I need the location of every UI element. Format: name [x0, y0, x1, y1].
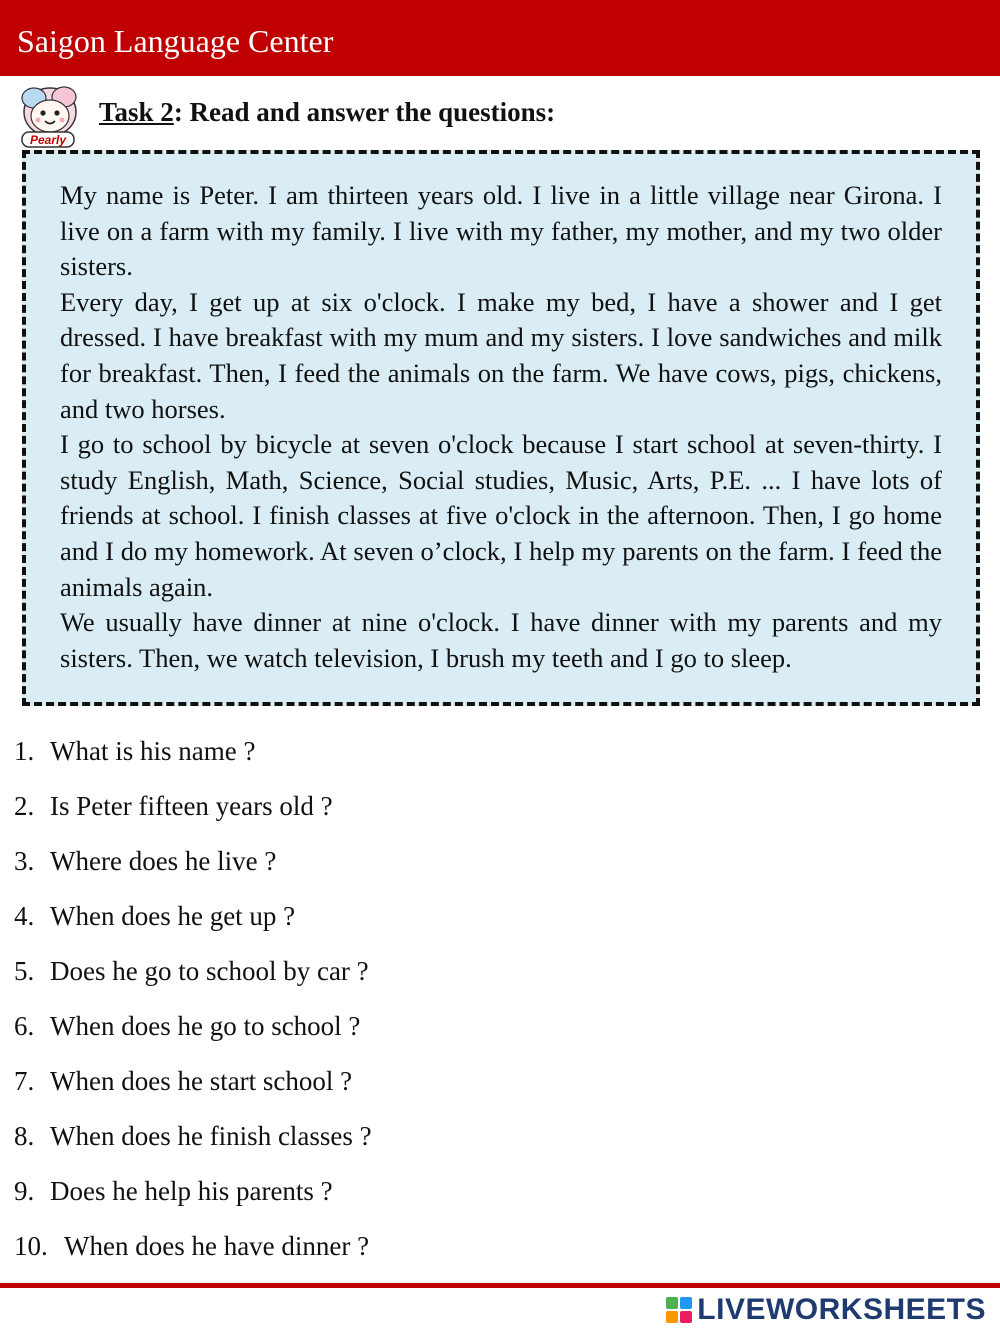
- question-item: [14, 1118, 714, 1173]
- passage-paragraph: Every day, I get up at six o'clock. I make my bed, I have a shower and I get dressed. I have breakfast with my mum and my sisters. I love sandwiches and milk for breakfast. Then, I feed the animals on the farm. We have cows, pigs, chickens, and two horses.: [60, 286, 942, 424]
- question-number: 4.: [14, 901, 35, 931]
- footer-brand[interactable]: [665, 1291, 986, 1329]
- question-number: 2.: [14, 791, 35, 821]
- question-number: 3.: [14, 846, 35, 876]
- task-label: Task 2: [99, 97, 174, 127]
- question-item: [14, 1228, 714, 1283]
- question-item: [14, 1063, 714, 1118]
- header-bar: [0, 0, 1000, 76]
- question-text: When does he finish classes ?: [50, 1121, 372, 1151]
- passage-paragraph: We usually have dinner at nine o'clock. I have dinner with my parents and my sisters. Then, we watch television, I brush my teeth and I go to sleep.: [60, 607, 942, 673]
- question-text: When does he have dinner ?: [64, 1231, 370, 1261]
- question-number: 7.: [14, 1066, 35, 1096]
- liveworksheets-logo-icon: [665, 1296, 693, 1324]
- question-text: Where does he live ?: [50, 846, 277, 876]
- question-list: [14, 733, 714, 1283]
- question-text: Does he go to school by car ?: [50, 956, 369, 986]
- question-number: 1.: [14, 736, 35, 766]
- question-item: [14, 788, 714, 843]
- footer-divider: [0, 1283, 1000, 1288]
- passage-paragraph: I go to school by bicycle at seven o'clock because I start school at seven-thirty. I study English, Math, Science, Social studies, Music, Arts, P.E. ... I have lots of friends at school. I finish classes at five o'clock in the afternoon. Then, I go home and I do my homework. At seven o’clock, I help my parents on the farm. I feed the animals again.: [60, 429, 942, 602]
- question-item: [14, 733, 714, 788]
- question-number: 9.: [14, 1176, 35, 1206]
- question-number: 8.: [14, 1121, 35, 1151]
- question-item: [14, 1173, 714, 1228]
- question-text: Is Peter fifteen years old ?: [50, 791, 333, 821]
- passage-paragraph: My name is Peter. I am thirteen years old. I live in a little village near Girona. I live on a farm with my family. I live with my father, my mother, and my two older sisters.: [60, 180, 942, 282]
- reading-passage: [60, 178, 942, 676]
- question-text: When does he start school ?: [50, 1066, 353, 1096]
- question-item: [14, 1008, 714, 1063]
- question-item: [14, 898, 714, 953]
- question-text: What is his name ?: [50, 736, 256, 766]
- question-number: 5.: [14, 956, 35, 986]
- question-number: 10.: [14, 1231, 48, 1261]
- question-item: [14, 843, 714, 898]
- question-text: When does he get up ?: [50, 901, 296, 931]
- question-number: 6.: [14, 1011, 35, 1041]
- task-heading: [99, 96, 555, 128]
- reading-passage-box: [22, 150, 980, 706]
- question-text: When does he go to school ?: [50, 1011, 361, 1041]
- mascot-label: Pearly: [29, 133, 67, 147]
- question-item: [14, 953, 714, 1008]
- question-text: Does he help his parents ?: [50, 1176, 333, 1206]
- footer-brand-text: LIVEWORKSHEETS: [697, 1293, 986, 1326]
- header-title: Saigon Language Center: [17, 23, 334, 59]
- task-instruction: : Read and answer the questions:: [173, 97, 556, 127]
